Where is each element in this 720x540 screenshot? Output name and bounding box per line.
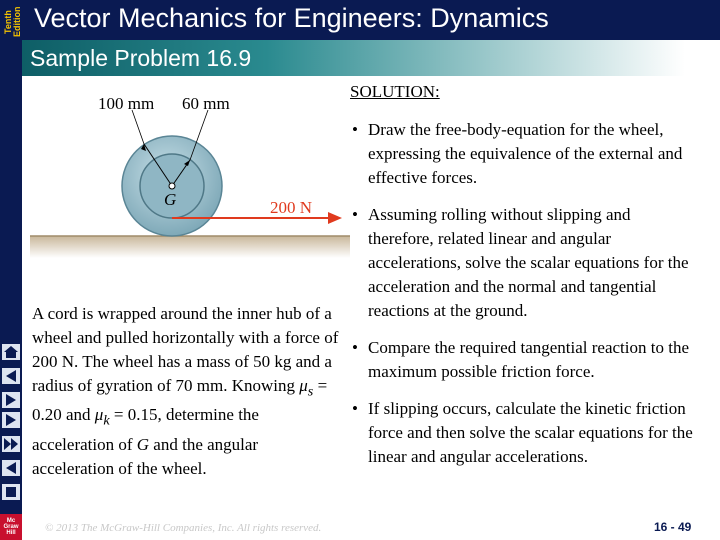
ground — [30, 236, 350, 258]
mu-k-symbol: μ — [94, 405, 104, 425]
wheel-figure — [30, 88, 350, 288]
mu-s-symbol: μ — [299, 376, 308, 395]
g-symbol: G — [136, 434, 150, 454]
solution-heading: SOLUTION: — [350, 82, 440, 101]
solution-step-4: • If slipping occurs, calculate the kinetic friction force and then solve the scalar equations for the linear and angular accelerations. — [350, 397, 700, 469]
page-number: 16 - 49 — [654, 520, 692, 534]
publisher-logo: Mc Graw Hill — [0, 514, 22, 540]
outer-dim-leader — [132, 110, 144, 144]
edition-label: Tenth Edition — [3, 6, 22, 38]
force-label: 200 N — [270, 198, 313, 217]
header-bar — [22, 0, 720, 40]
prev-icon[interactable] — [0, 366, 22, 386]
problem-statement: A cord is wrapped around the inner hub of a wheel and pulled horizontally with a force of 200 N. The wheel has a mass of 50 kg and a radius of gyration of 70 mm. Knowing $\mu_s = 0.20$ and $\mu_k = 0.15$, determine the acceleration of G and the angular acceleration of the wheel. — [32, 304, 339, 478]
back-icon[interactable] — [0, 390, 22, 410]
forward-icon[interactable] — [0, 434, 22, 454]
copyright-text: © 2013 The McGraw-Hill Companies, Inc. All rights reserved. — [45, 522, 322, 534]
outer-dimension-label: 100 mm — [98, 94, 155, 113]
subheader-bar — [22, 40, 720, 76]
solution-step-2: • Assuming rolling without slipping and therefore, related linear and angular accelerations, solve the scalar equations for the acceleration and the normal and tangential reactions at the ground. — [350, 203, 700, 323]
problem-title: Sample Problem 16.9 — [30, 45, 252, 71]
end-icon[interactable] — [0, 482, 22, 502]
header-title: Vector Mechanics for Engineers: Dynamics — [34, 3, 549, 33]
center-label: G — [164, 190, 177, 209]
home-icon[interactable] — [0, 342, 22, 362]
prev-page-icon[interactable] — [0, 458, 22, 478]
wheel-diagram — [30, 88, 350, 288]
solution-step-3: • Compare the required tangential reaction to the maximum possible friction force. — [350, 336, 700, 384]
force-arrow-head — [328, 212, 342, 224]
mu-s-subscript: s — [307, 383, 314, 400]
inner-dimension-label: 60 mm — [182, 94, 230, 113]
solution-steps — [350, 118, 700, 482]
center-point — [169, 183, 175, 189]
solution-step-1: • Draw the free-body-equation for the wheel, expressing the equivalence of the external and effective forces. — [350, 118, 700, 190]
next-icon[interactable] — [0, 410, 22, 430]
mu-k-subscript: k — [103, 412, 110, 429]
